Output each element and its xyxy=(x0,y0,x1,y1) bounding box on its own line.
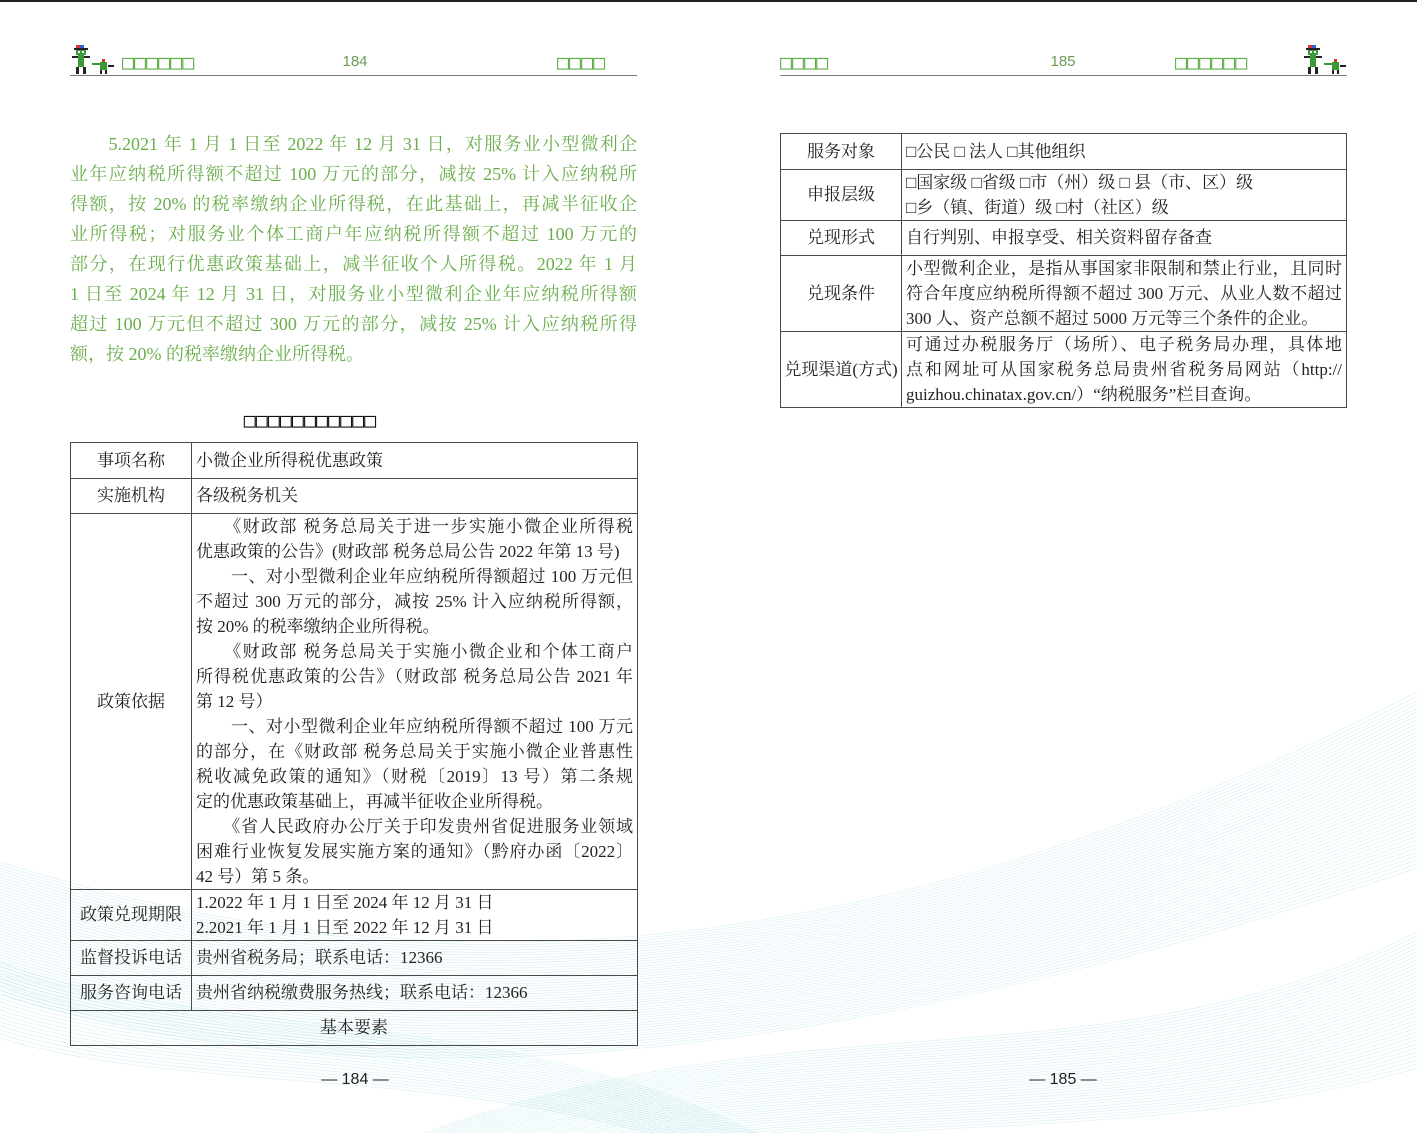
text-line: 额，按 20% 的税率缴纳企业所得税。 xyxy=(70,344,364,364)
header-page-number: 184 xyxy=(342,53,368,70)
row-value-fulfilment-channel xyxy=(902,332,1347,408)
text-line: 定的优惠政策基础上，再减半征收企业所得税。 xyxy=(196,792,553,811)
row-value-agency: 各级税务机关 xyxy=(192,479,638,514)
row-value-complaint-phone: 贵州省税务局；联系电话：12366 xyxy=(192,941,638,976)
text-line: 部分，在现行优惠政策基础上，减半征收个人所得税。2022 年 1 月 xyxy=(70,254,637,274)
row-label-fulfilment-form: 兑现形式 xyxy=(781,221,902,256)
row-label-service-target: 服务对象 xyxy=(781,134,902,170)
header-rule xyxy=(780,75,1347,76)
table-row xyxy=(781,256,1347,332)
header-page-number: 185 xyxy=(1050,53,1076,70)
table-row xyxy=(71,514,638,890)
logo-icon xyxy=(1302,45,1348,75)
text-line: 的部分，在《财政部 税务总局关于实施小微企业普惠性 xyxy=(196,742,633,761)
text-line: 优惠政策的公告》(财政部 税务总局公告 2022 年第 13 号) xyxy=(196,542,620,561)
wave-line xyxy=(420,1052,1417,1133)
text-line: 超过 100 万元但不超过 300 万元的部分，减按 25% 计入应纳税所得 xyxy=(70,314,637,334)
policy-table-continued xyxy=(780,133,1347,408)
text-line: 42 号）第 5 条。 xyxy=(196,867,320,886)
text-line: 税收减免政策的通知》（财税〔2019〕13 号）第二条规 xyxy=(196,767,633,786)
table-row xyxy=(71,443,638,479)
header-rule xyxy=(70,75,637,76)
text-line: 《财政部 税务总局关于进一步实施小微企业所得税 xyxy=(196,517,633,536)
intro-paragraph xyxy=(70,129,637,369)
table-row xyxy=(71,941,638,976)
row-label-period: 政策兑现期限 xyxy=(71,890,192,941)
text-line: 不超过 300 万元的部分，减按 25% 计入应纳税所得额， xyxy=(196,592,633,611)
text-line: 1 日至 2024 年 12 月 31 日，对服务业小型微利企业年应纳税所得额 xyxy=(70,284,637,304)
row-label-fulfilment-conditions: 兑现条件 xyxy=(781,256,902,332)
table-row xyxy=(71,1011,638,1046)
text-line: 5.2021 年 1 月 1 日至 2022 年 12 月 31 日，对服务业小型微利企 xyxy=(70,134,637,154)
header-section-title: □□□□□□ xyxy=(1175,50,1248,74)
table-row xyxy=(781,332,1347,408)
row-value-consult-phone: 贵州省纳税缴费服务热线；联系电话：12366 xyxy=(192,976,638,1011)
row-label-fulfilment-channel: 兑现渠道(方式) xyxy=(781,332,902,408)
text-line: 第 12 号） xyxy=(196,692,273,711)
text-line: 小型微利企业，是指从事国家非限制和禁止行业，且同时 xyxy=(906,259,1342,278)
table-row xyxy=(71,479,638,514)
text-line: □国家级 □省级 □市（州）级 □ 县（市、区）级 xyxy=(906,173,1254,192)
table-row xyxy=(781,221,1347,256)
logo-icon xyxy=(70,45,116,75)
text-line: 点和网址可从国家税务总局贵州省税务局网站（http:// xyxy=(906,360,1342,379)
page-footer-number: — 185 — xyxy=(1029,1071,1097,1088)
text-line: 按 20% 的税率缴纳企业所得税。 xyxy=(196,617,440,636)
header-chapter-title: □□□□ xyxy=(557,50,606,74)
row-label-policy-basis: 政策依据 xyxy=(71,514,192,890)
text-line: 困难行业恢复发展实施方案的通知》（黔府办函〔2022〕 xyxy=(196,842,633,861)
row-label-agency: 实施机构 xyxy=(71,479,192,514)
text-line: 符合年度应纳税所得额不超过 300 万元、从业人数不超过 xyxy=(906,284,1342,303)
row-value-fulfilment-conditions xyxy=(902,256,1347,332)
text-line: 《财政部 税务总局关于实施小微企业和个体工商户 xyxy=(196,642,633,661)
row-label-item-name: 事项名称 xyxy=(71,443,192,479)
header-chapter-title: □□□□ xyxy=(780,50,829,74)
text-line: 业年应纳税所得额不超过 100 万元的部分，减按 25% 计入应纳税所 xyxy=(70,164,637,184)
row-value-fulfilment-form: 自行判别、申报享受、相关资料留存备查 xyxy=(902,221,1347,256)
row-value-policy-basis xyxy=(192,514,638,890)
text-line: 所得税优惠政策的公告》（财政部 税务总局公告 2021 年 xyxy=(196,667,633,686)
text-line: 《省人民政府办公厅关于印发贵州省促进服务业领域 xyxy=(196,817,633,836)
row-value-period xyxy=(192,890,638,941)
text-line: 300 人、资产总额不超过 5000 万元等三个条件的企业。 xyxy=(906,309,1319,328)
text-line: 1.2022 年 1 月 1 日至 2024 年 12 月 31 日 xyxy=(196,893,494,912)
table-title: □□□□□□□□□□□ xyxy=(243,408,377,432)
text-line: □乡（镇、街道）级 □村（社区）级 xyxy=(906,198,1169,217)
policy-table xyxy=(70,442,638,1046)
table-row xyxy=(71,976,638,1011)
row-label-consult-phone: 服务咨询电话 xyxy=(71,976,192,1011)
text-line: 一、对小型微利企业年应纳税所得额不超过 100 万元 xyxy=(196,717,633,736)
text-line: 可通过办税服务厅（场所）、电子税务局办理，具体地 xyxy=(906,335,1342,354)
row-value-item-name: 小微企业所得税优惠政策 xyxy=(192,443,638,479)
text-line: 业所得税；对服务业个体工商户年应纳税所得额不超过 100 万元的 xyxy=(70,224,637,244)
row-basic-elements: 基本要素 xyxy=(71,1011,638,1046)
row-value-service-target: □公民 □ 法人 □其他组织 xyxy=(902,134,1347,170)
table-row xyxy=(71,890,638,941)
row-label-declaration-level: 申报层级 xyxy=(781,170,902,221)
row-value-declaration-level xyxy=(902,170,1347,221)
text-line: guizhou.chinatax.gov.cn/）“纳税服务”栏目查询。 xyxy=(906,385,1262,404)
table-row xyxy=(781,170,1347,221)
text-line: 一、对小型微利企业年应纳税所得额超过 100 万元但 xyxy=(196,567,633,586)
header-section-title: □□□□□□ xyxy=(122,50,195,74)
row-label-complaint-phone: 监督投诉电话 xyxy=(71,941,192,976)
text-line: 得额，按 20% 的税率缴纳企业所得税，在此基础上，再减半征收企 xyxy=(70,194,637,214)
text-line: 2.2021 年 1 月 1 日至 2022 年 12 月 31 日 xyxy=(196,918,494,937)
page-footer-number: — 184 — xyxy=(321,1071,389,1088)
table-row xyxy=(781,134,1347,170)
